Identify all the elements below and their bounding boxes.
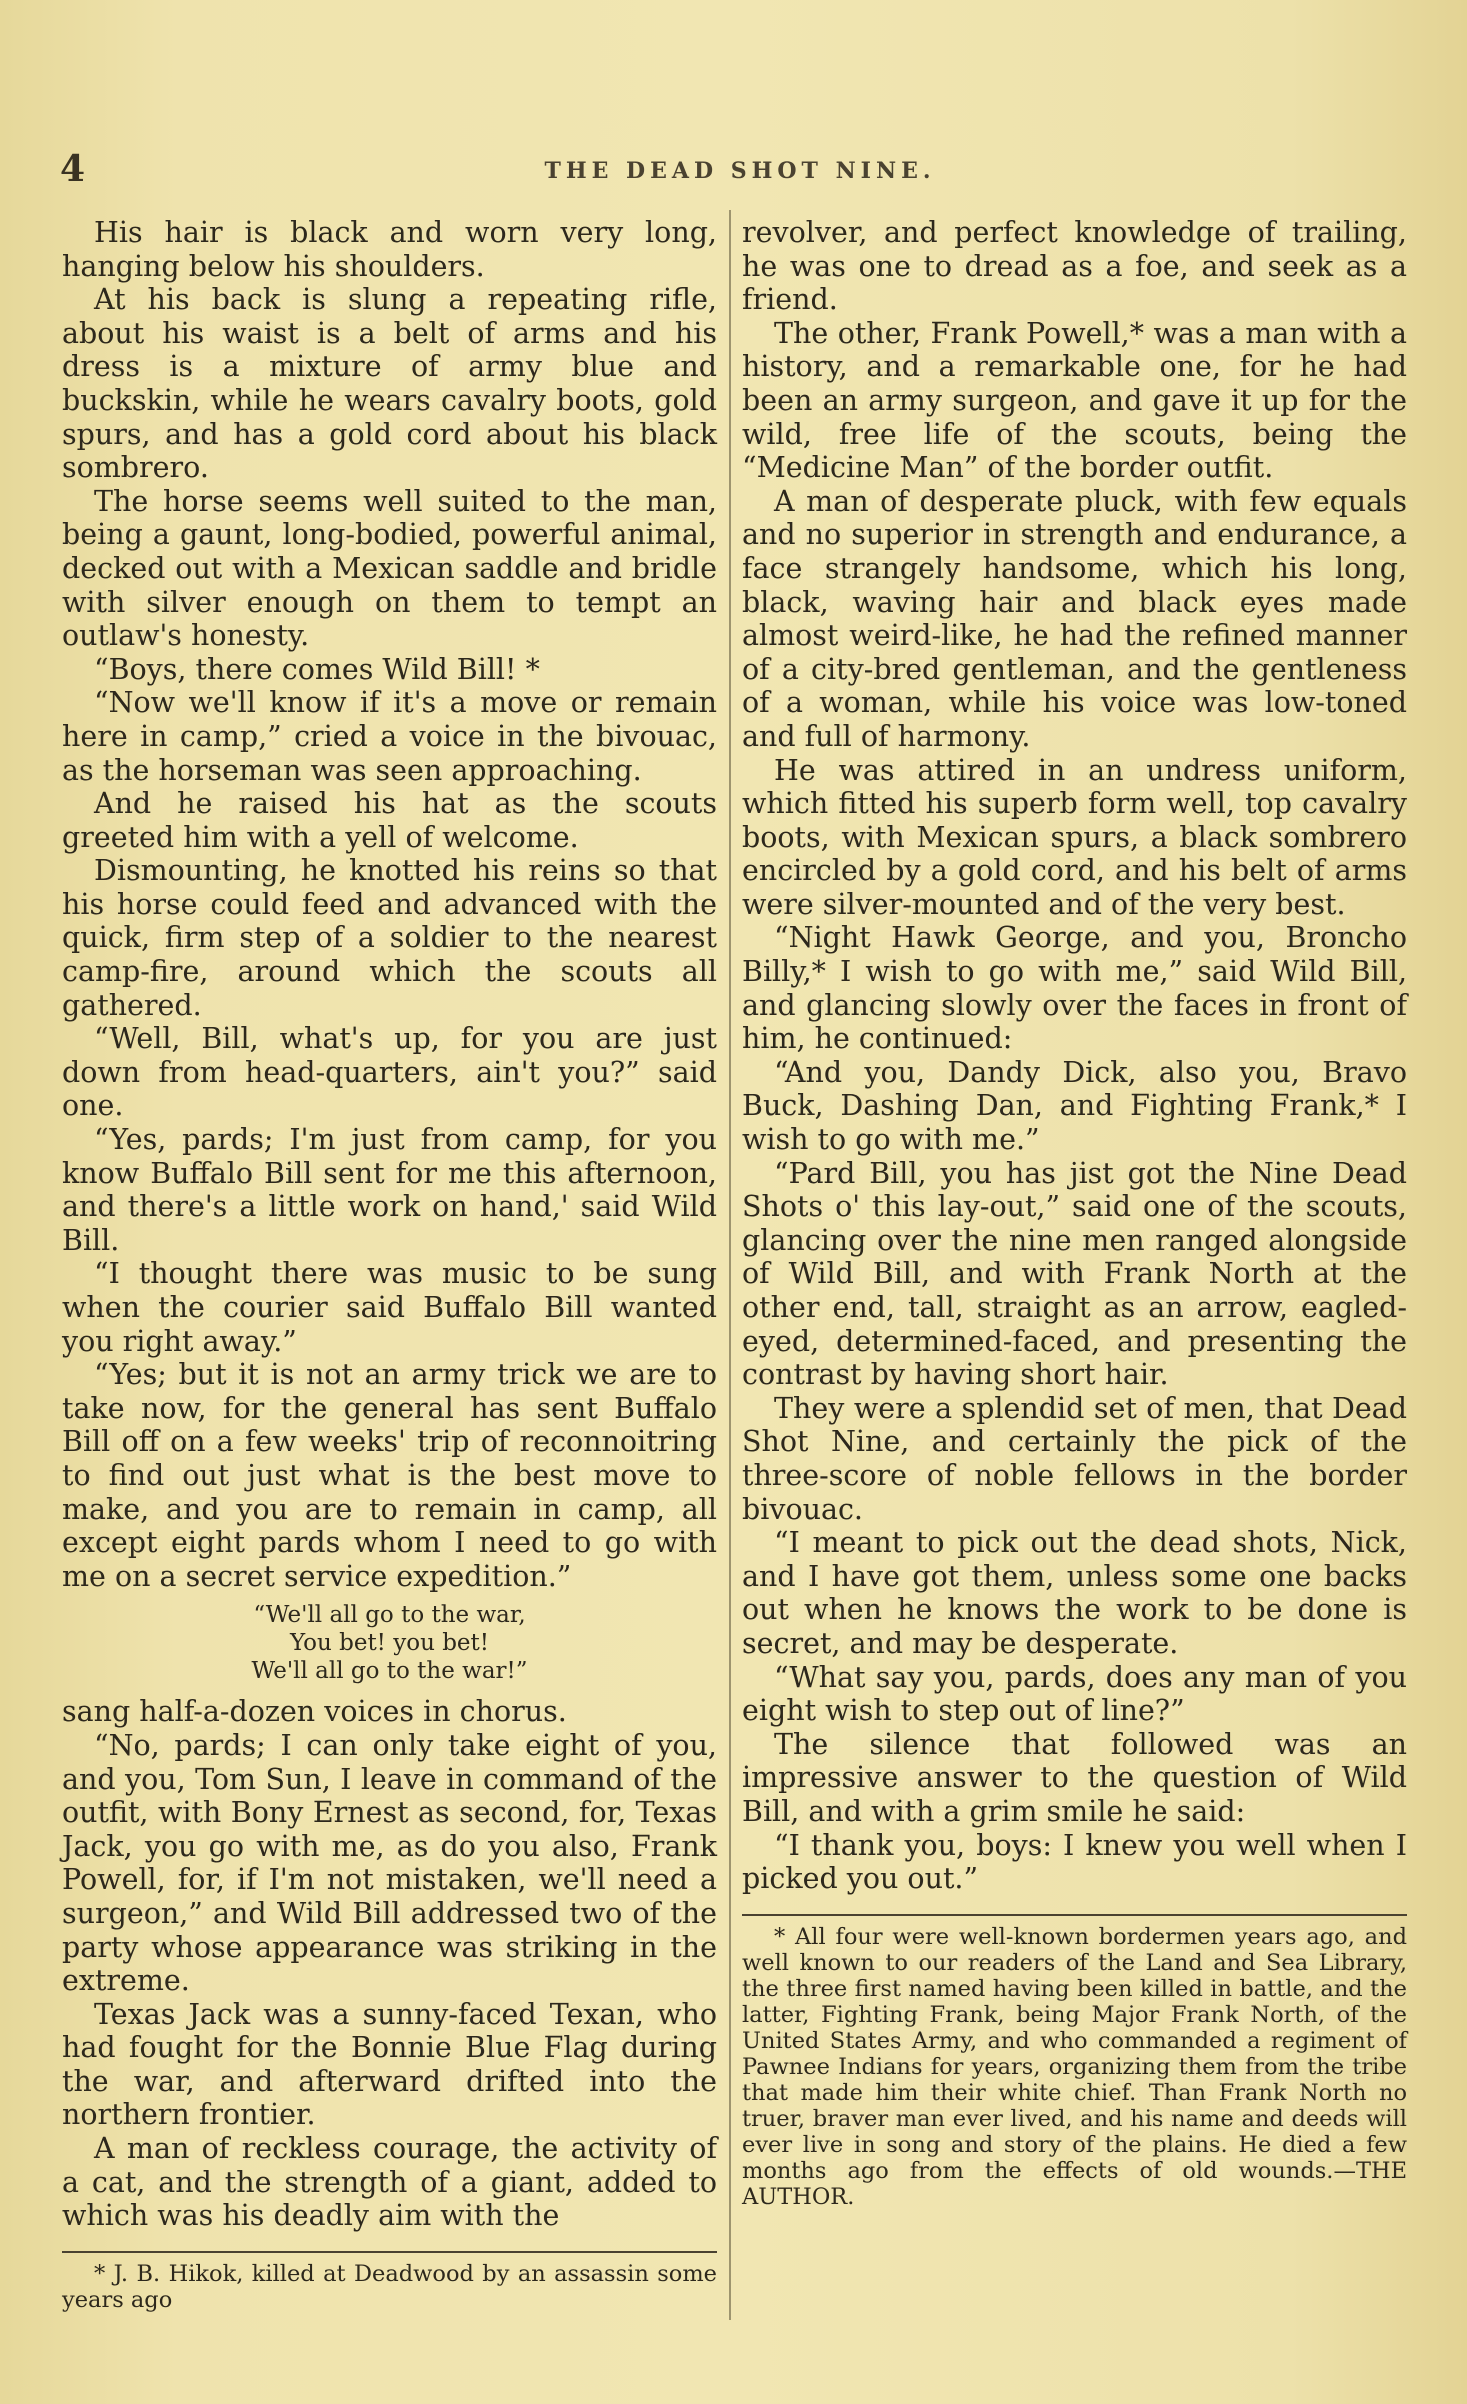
column-divider bbox=[729, 210, 731, 2320]
paragraph: The horse seems well suited to the man, being a gaunt, long-bodied, powerful animal, decked out with a Mexican saddle and bridle with silver enough on them to tempt an outlaw's honesty. bbox=[62, 484, 717, 653]
paragraph: A man of desperate pluck, with few equals and no superior in strength and endurance, a face strangely handsome, which his long, black, waving hair and black eyes made almost weird-like, he had the refined manner of a city-bred gentleman, and the gentleness of a woman, while his voice was low-toned and full of harmony. bbox=[742, 484, 1407, 753]
paragraph: “Yes, pards; I'm just from camp, for you know Buffalo Bill sent for me this afternoon, and there's a little work on hand,' said Wild Bill. bbox=[62, 1123, 717, 1257]
paragraph-continuation: sang half-a-dozen voices in chorus. bbox=[62, 1695, 567, 1729]
paragraph: “Now we'll know if it's a move or remain here in camp,” cried a voice in the bivouac, as the horseman was seen approaching. bbox=[62, 686, 717, 787]
paragraph: “And you, Dandy Dick, also you, Bravo Buck, Dashing Dan, and Fighting Frank,* I wish to go with me.” bbox=[742, 1055, 1407, 1157]
footnote: * All four were well-known bordermen years ago, and well known to our readers of the Land and Sea Library, the three first named having been killed in battle, and the latter, Fighting Frank, being Major Frank North, of the United States Army, and who commanded a regiment of Pawnee Indians for years, organizing them from the tribe that made him their white chief. Than Frank North no truer, braver man ever lived, and his name and deeds will ever live in song and story of the plains. He died a few months ago from the effects of old wounds.—THE AUTHOR. bbox=[742, 1923, 1407, 2210]
paragraph: “What say you, pards, does any man of you eight wish to step out of line?” bbox=[742, 1660, 1407, 1728]
verse-line: “We'll all go to the war, bbox=[253, 1602, 526, 1629]
paragraph-continuation: revolver, and perfect knowledge of trailing, he was one to dread as a foe, and seek as a friend. bbox=[742, 216, 1407, 317]
paragraph: They were a splendid set of men, that Dead Shot Nine, and certainly the pick of the three-score of noble fellows in the border bivouac. bbox=[742, 1391, 1407, 1526]
song-verse bbox=[62, 1601, 717, 1685]
paragraph: “Boys, there comes Wild Bill! * bbox=[94, 652, 540, 686]
footnote-rule bbox=[742, 1914, 1407, 1916]
paragraph: The other, Frank Powell,* was a man with a history, and a remarkable one, for he had been an army surgeon, and gave it up for the wild, free life of the scouts, being the “Medicine Man” of the border outfit. bbox=[742, 316, 1407, 485]
paragraph: “I thank you, boys: I knew you well when I picked you out.” bbox=[742, 1828, 1407, 1896]
paragraph: “Yes; but it is not an army trick we are to take now, for the general has sent Buffalo Bill off on a few weeks' trip of reconnoitring to find out just what is the best move to make, and you are to remain in camp, all except eight pards whom I need to go with me on a secret service expedition.” bbox=[62, 1358, 717, 1593]
paragraph: He was attired in an undress uniform, which fitted his superb form well, top cavalry boots, with Mexican spurs, a black sombrero encircled by a gold cord, and his belt of arms were silver-mounted and of the very best. bbox=[742, 753, 1407, 921]
paragraph: A man of reckless courage, the activity of a cat, and the strength of a giant, added to which was his deadly aim with the bbox=[62, 2132, 717, 2233]
page-number: 4 bbox=[60, 148, 86, 190]
paragraph: “No, pards; I can only take eight of you, and you, Tom Sun, I leave in command of the outfit, with Bony Ernest as second, for, Texas Jack, you go with me, as do you also, Frank Powell, for, if I'm not mistaken, we'll need a surgeon,” and Wild Bill addressed two of the party whose appearance was striking in the extreme. bbox=[62, 1728, 717, 1998]
running-head: THE DEAD SHOT NINE. bbox=[544, 158, 936, 184]
paragraph: “Pard Bill, you has jist got the Nine Dead Shots o' this lay-out,” said one of the scouts, glancing over the nine men ranged alongside of Wild Bill, and with Frank North at the other end, tall, straight as an arrow, eagled-eyed, determined-faced, and presenting the contrast by having short hair. bbox=[742, 1156, 1407, 1392]
verse-line: You bet! you bet! bbox=[289, 1630, 490, 1657]
verse-line: We'll all go to the war!” bbox=[251, 1658, 528, 1685]
paragraph: The silence that followed was an impressive answer to the question of Wild Bill, and with a grim smile he said: bbox=[742, 1727, 1407, 1828]
paragraph: At his back is slung a repeating rifle, about his waist is a belt of arms and his dress is a mixture of army blue and buckskin, while he wears cavalry boots, gold spurs, and has a gold cord about his black sombrero. bbox=[62, 283, 717, 485]
paragraph: Texas Jack was a sunny-faced Texan, who had fought for the Bonnie Blue Flag during the war, and afterward drifted into the northern frontier. bbox=[62, 1997, 717, 2132]
paragraph: “Well, Bill, what's up, for you are just down from head-quarters, ain't you?” said one. bbox=[62, 1022, 717, 1123]
paragraph: And he raised his hat as the scouts greeted him with a yell of welcome. bbox=[62, 787, 717, 854]
paragraph: Dismounting, he knotted his reins so that his horse could feed and advanced with the quick, firm step of a soldier to the nearest camp-fire, around which the scouts all gathered. bbox=[62, 854, 717, 1022]
footnote: * J. B. Hikok, killed at Deadwood by an assassin some years ago bbox=[62, 2260, 717, 2313]
left-column bbox=[62, 216, 717, 2313]
paragraph: “I meant to pick out the dead shots, Nick, and I have got them, unless some one backs out when he knows the work to be done is secret, and may be desperate. bbox=[742, 1526, 1407, 1660]
paragraph: His hair is black and worn very long, hanging below his shoulders. bbox=[62, 216, 717, 283]
page-header bbox=[60, 148, 1420, 188]
paragraph: “I thought there was music to be sung when the courier said Buffalo Bill wanted you right away.” bbox=[62, 1257, 717, 1358]
paragraph: “Night Hawk George, and you, Broncho Billy,* I wish to go with me,” said Wild Bill, and glancing slowly over the faces in front of him, he continued: bbox=[742, 921, 1407, 1056]
footnote-rule bbox=[62, 2251, 717, 2253]
right-column bbox=[742, 216, 1407, 2210]
